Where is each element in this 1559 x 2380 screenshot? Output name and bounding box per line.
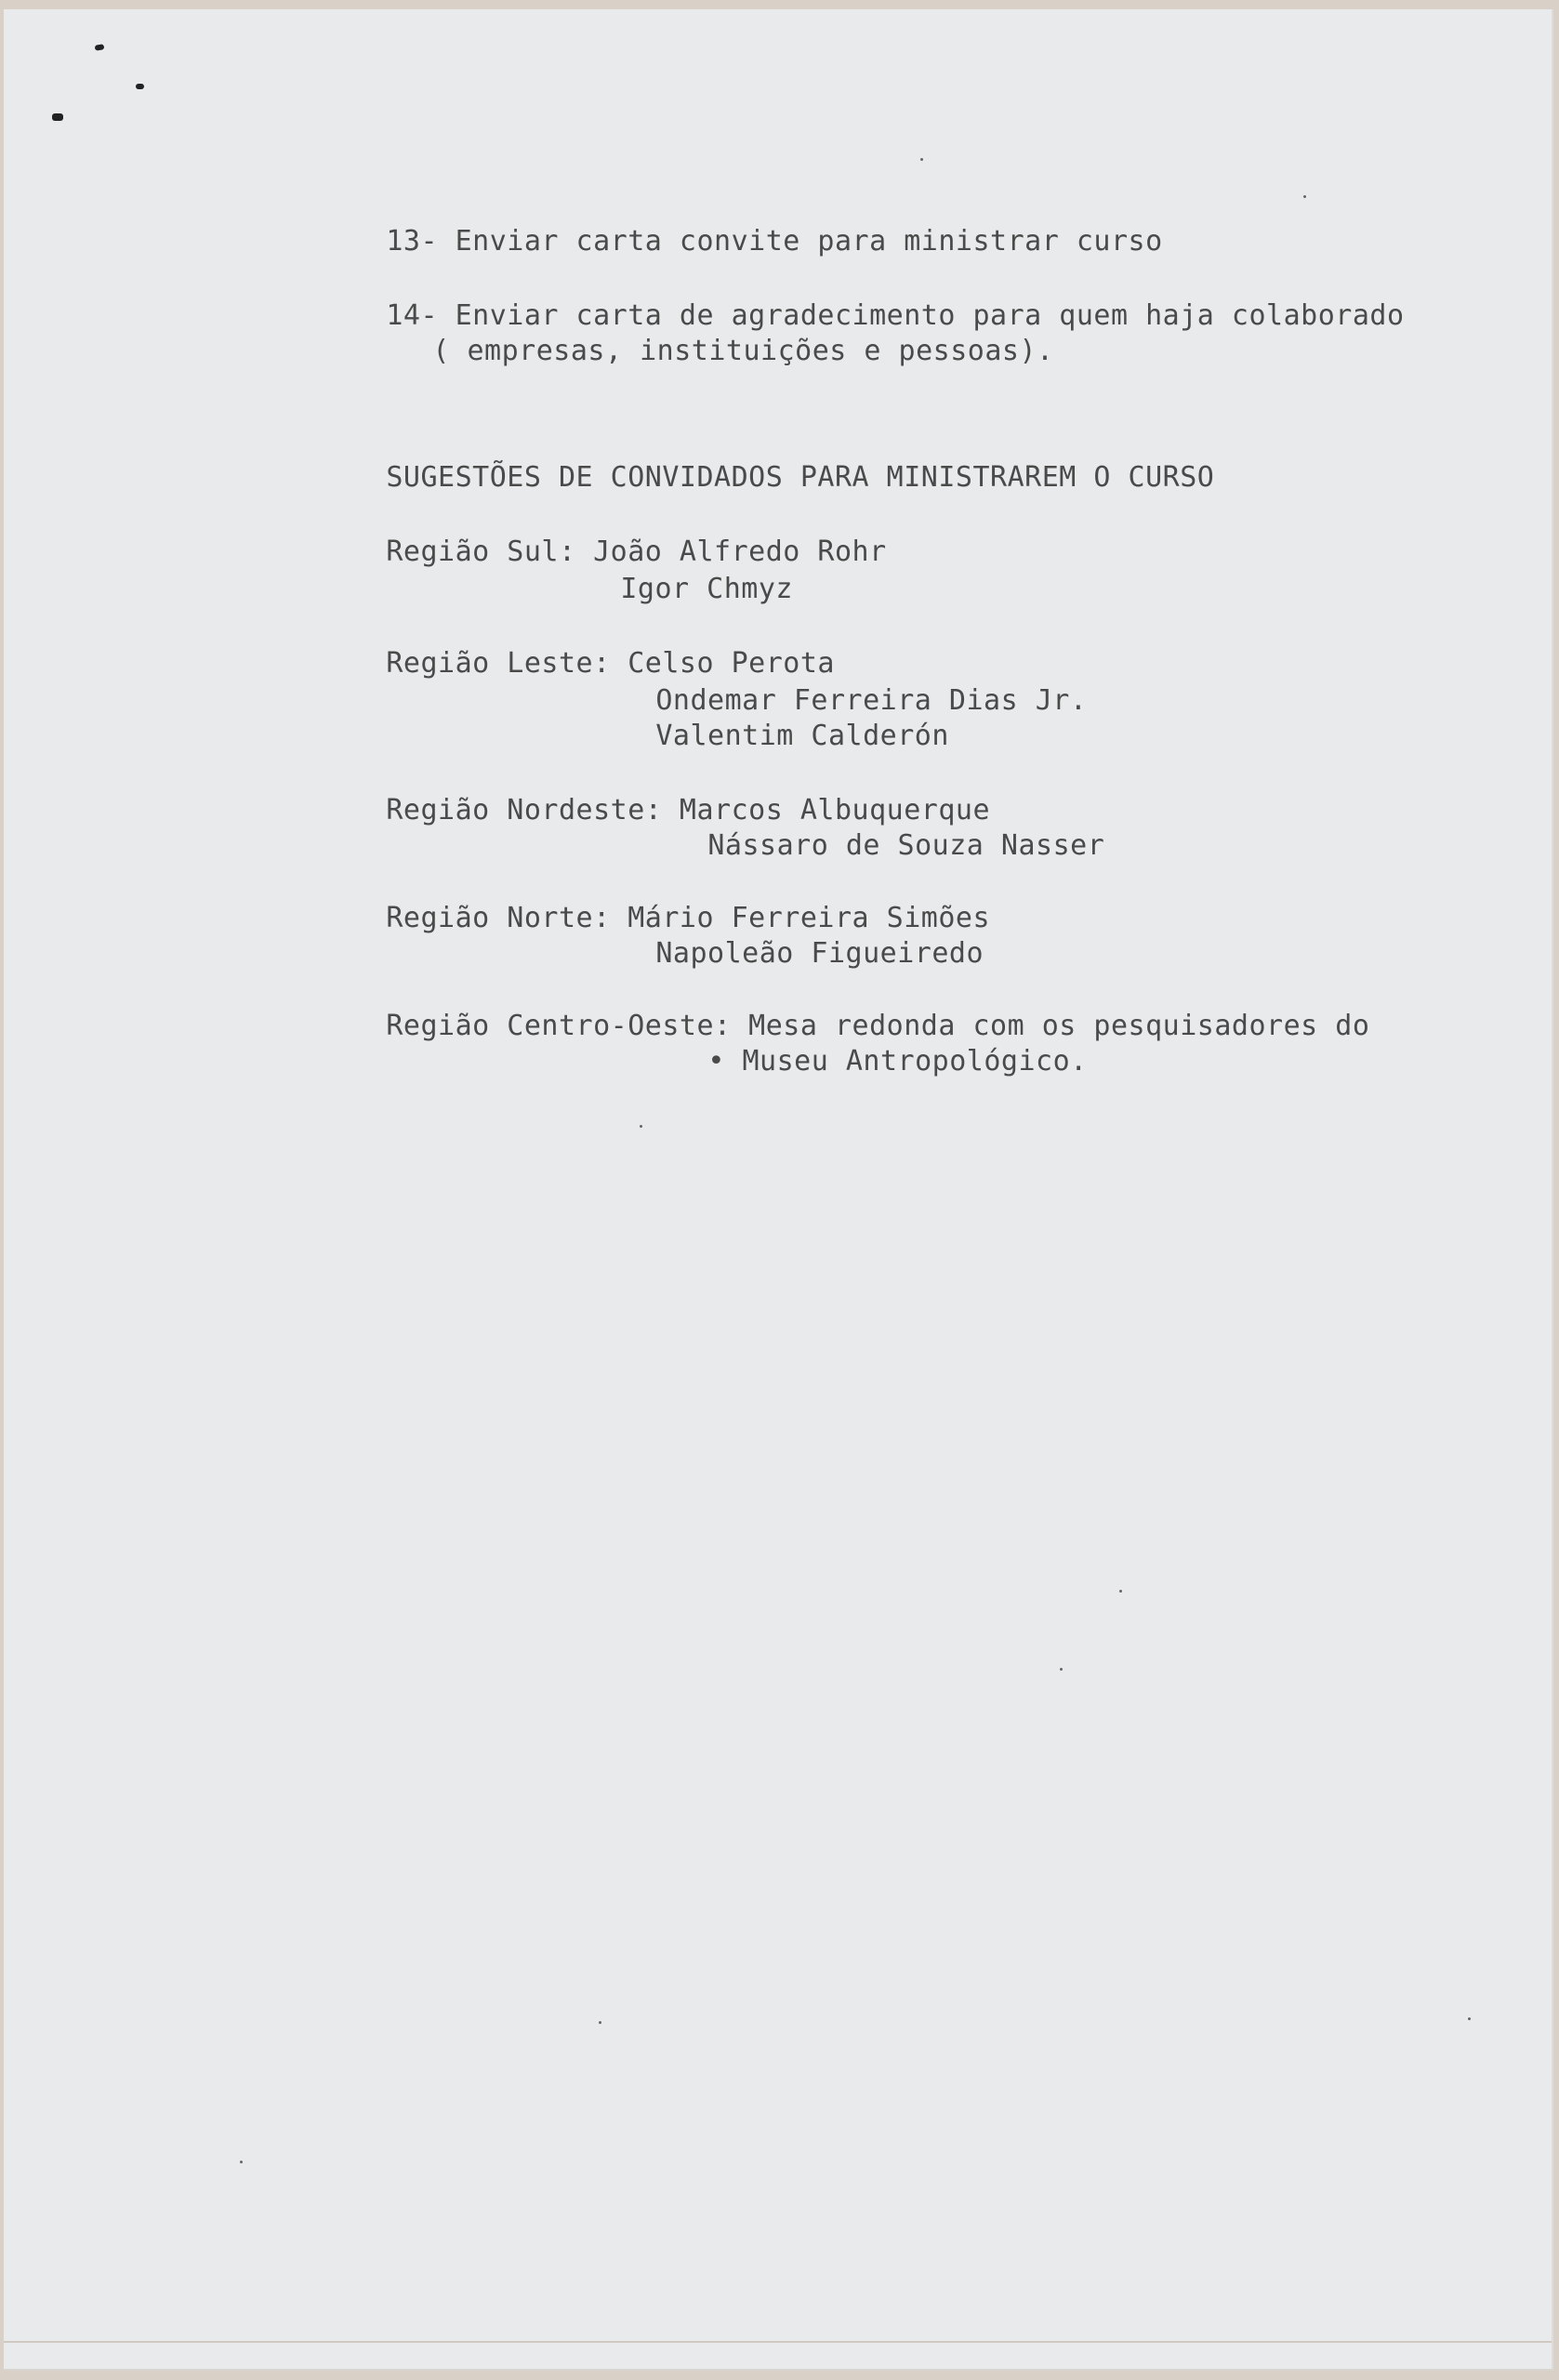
speck <box>1468 2017 1471 2020</box>
item-number: 13- <box>386 225 439 258</box>
item-text: Enviar carta convite para ministrar curso <box>455 225 1163 258</box>
item-continuation-text: ( empresas, instituições e pessoas). <box>432 335 1054 367</box>
region-label: Região Leste: <box>386 647 611 680</box>
item-text: Enviar carta de agradecimento para quem haja colaborado <box>455 299 1405 332</box>
region-name: • Museu Antropológico. <box>707 1045 1088 1078</box>
item-number: 14- <box>386 299 439 332</box>
ink-mark <box>136 84 144 89</box>
speck <box>599 2021 601 2024</box>
speck <box>240 2161 243 2163</box>
region-name: Valentim Calderón <box>655 720 949 752</box>
speck <box>920 158 923 161</box>
document-body <box>283 186 1405 1450</box>
region-name: Ondemar Ferreira Dias Jr. <box>655 684 1088 717</box>
region-label: Região Norte: <box>386 902 611 934</box>
speck <box>640 1125 642 1128</box>
region-name: Mesa redonda com os pesquisadores do <box>748 1010 1370 1042</box>
region-name: Napoleão Figueiredo <box>655 937 984 970</box>
region-name: Nássaro de Souza Nasser <box>707 829 1105 862</box>
region-label: Região Centro-Oeste: <box>386 1010 732 1042</box>
speck <box>1303 195 1306 198</box>
section-heading-text: SUGESTÕES DE CONVIDADOS PARA MINISTRAREM O CURSO <box>386 461 1215 494</box>
region-name: João Alfredo Rohr <box>593 536 887 568</box>
document-page <box>4 9 1553 2371</box>
speck <box>1060 1668 1063 1671</box>
speck <box>1119 1590 1122 1593</box>
region-name: Marcos Albuquerque <box>679 794 991 826</box>
ink-mark <box>95 44 105 51</box>
region-label: Região Sul: <box>386 536 576 568</box>
ink-mark <box>52 113 63 121</box>
region-name-row <box>604 1006 1088 1117</box>
region-name: Mário Ferreira Simões <box>628 902 991 934</box>
region-label: Região Nordeste: <box>386 794 663 826</box>
region-name: Igor Chmyz <box>620 573 793 605</box>
region-name: Celso Perota <box>628 647 835 680</box>
page-edge <box>4 2341 1552 2343</box>
item-continuation <box>329 296 1054 407</box>
